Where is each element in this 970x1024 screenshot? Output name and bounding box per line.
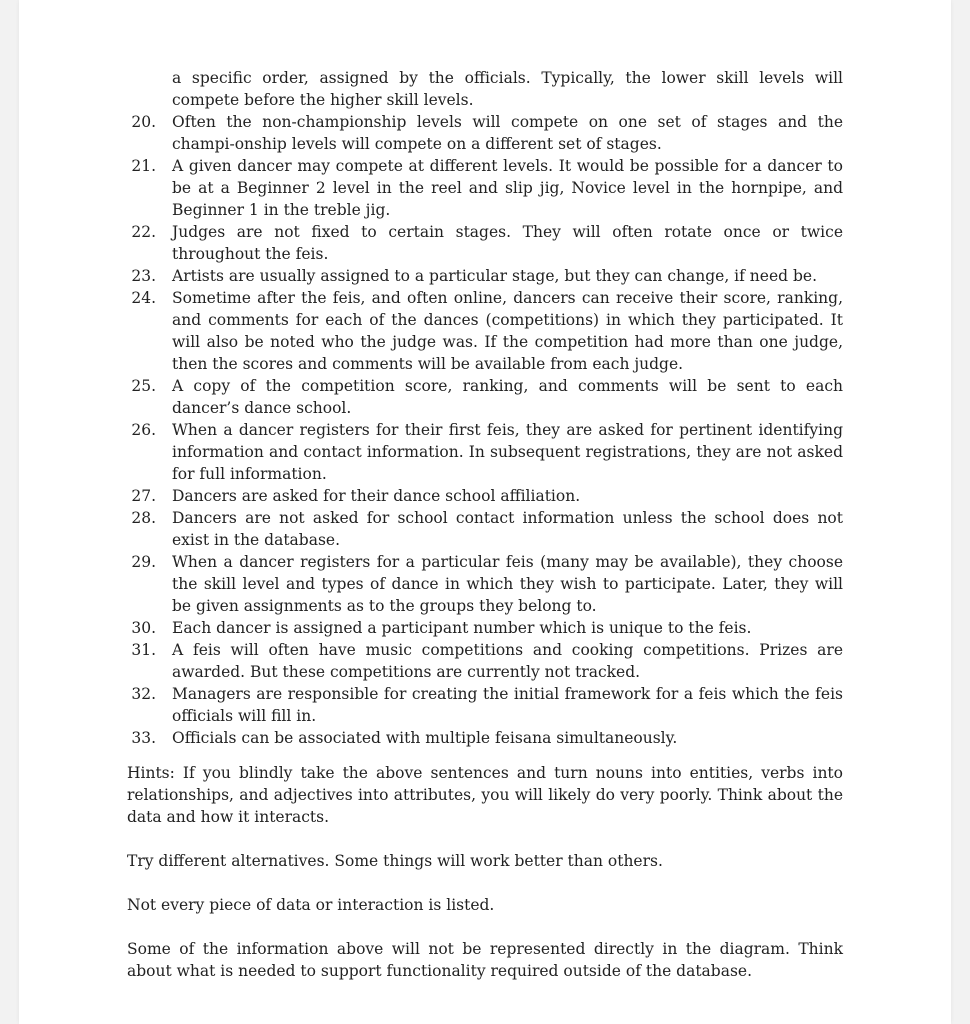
list-item	[127, 221, 843, 265]
list-item	[127, 551, 843, 617]
list-item-text: Dancers are asked for their dance school affiliation.	[172, 487, 581, 505]
list-item	[127, 639, 843, 683]
list-item-number: 21.	[131, 157, 156, 175]
hints-paragraph: Hints: If you blindly take the above sentences and turn nouns into entities, verbs into relationships, and adjectives into attributes, you will likely do very poorly. Think about the data and how it interacts.	[127, 764, 843, 826]
paragraph-alternatives: Try different alternatives. Some things will work better than others.	[127, 852, 663, 870]
list-item-text: A copy of the competition score, ranking, and comments will be sent to each dancer’s dance school.	[172, 377, 843, 417]
list-item-number: 29.	[131, 553, 156, 571]
list-item-number: 20.	[131, 113, 156, 131]
paragraph-not-listed: Not every piece of data or interaction is listed.	[127, 896, 495, 914]
list-item-number: 31.	[131, 641, 156, 659]
list-item	[127, 617, 843, 639]
list-item-text: Judges are not fixed to certain stages. They will often rotate once or twice throughout the feis.	[172, 223, 843, 263]
list-item-text: A feis will often have music competitions and cooking competitions. Prizes are awarded. But these competitions are currently not tracked.	[172, 641, 843, 681]
list-item-text: Dancers are not asked for school contact information unless the school does not exist in the database.	[172, 509, 843, 549]
list-item	[127, 683, 843, 727]
list-item-text: Managers are responsible for creating the initial framework for a feis which the feis officials will fill in.	[172, 685, 843, 725]
list-item-number: 24.	[131, 289, 156, 307]
list-item-text: Each dancer is assigned a participant number which is unique to the feis.	[172, 619, 752, 637]
list-item-number: 32.	[131, 685, 156, 703]
list-item-text: Officials can be associated with multiple feisana simultaneously.	[172, 729, 678, 747]
list-item-text: Often the non-championship levels will compete on one set of stages and the champi-onship levels will compete on a different set of stages.	[172, 113, 843, 153]
list-item-text: a specific order, assigned by the officials. Typically, the lower skill levels will compete before the higher skill levels.	[172, 69, 843, 109]
list-item-number: 23.	[131, 267, 156, 285]
list-item	[127, 155, 843, 221]
list-item-number: 27.	[131, 487, 156, 505]
list-item-number: 26.	[131, 421, 156, 439]
list-item-text: When a dancer registers for a particular feis (many may be available), they choose the skill level and types of dance in which they wish to participate. Later, they will be given assignments as to the groups they belong to.	[172, 553, 843, 615]
list-item-number: 33.	[131, 729, 156, 747]
list-item-text: Sometime after the feis, and often online, dancers can receive their score, ranking, and comments for each of the dances (competitions) in which they participated. It will also be noted who the judge was. If the competition had more than one judge, then the scores and comments will be available from each judge.	[172, 289, 843, 373]
list-item	[127, 287, 843, 375]
list-item-number: 25.	[131, 377, 156, 395]
list-item-text: A given dancer may compete at different levels. It would be possible for a dancer to be at a Beginner 2 level in the reel and slip jig, Novice level in the hornpipe, and Beginner 1 in the treble jig.	[172, 157, 843, 219]
document-page	[19, 0, 951, 1024]
list-item	[127, 727, 843, 749]
list-item-continuation	[127, 67, 843, 111]
list-item	[127, 419, 843, 485]
list-item	[127, 485, 843, 507]
list-item-number: 30.	[131, 619, 156, 637]
list-item	[127, 111, 843, 155]
list-item	[127, 265, 843, 287]
list-item-number: 22.	[131, 223, 156, 241]
list-item-text: When a dancer registers for their first feis, they are asked for pertinent identifying information and contact information. In subsequent registrations, they are not asked for full information.	[172, 421, 843, 483]
list-item	[127, 375, 843, 419]
paragraph-functionality: Some of the information above will not be represented directly in the diagram. Think about what is needed to support functionality required outside of the database.	[127, 940, 843, 980]
list-item	[127, 507, 843, 551]
page-content	[127, 67, 843, 982]
list-item-number: 28.	[131, 509, 156, 527]
list-item-text: Artists are usually assigned to a particular stage, but they can change, if need be.	[172, 267, 817, 285]
